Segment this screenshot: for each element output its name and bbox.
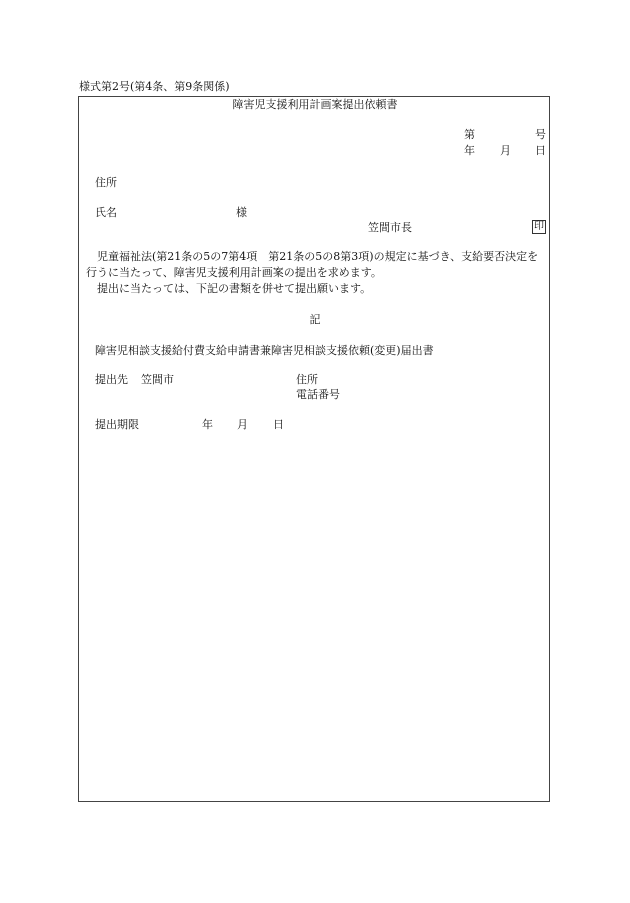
body-paragraph-1: 児童福祉法(第21条の5の7第4項 第21条の5の8第3項)の規定に基づき、支給要否決定を行うに当たって、障害児支援利用計画案の提出を求めます。 bbox=[86, 250, 539, 279]
deadline-label: 提出期限 bbox=[95, 418, 139, 431]
document-title: 障害児支援利用計画案提出依頼書 bbox=[232, 98, 398, 111]
honorific-sama: 様 bbox=[236, 206, 247, 219]
seal-stamp: 印 bbox=[534, 221, 544, 232]
deadline-month: 月 bbox=[237, 418, 248, 431]
date-year: 年 bbox=[464, 144, 475, 157]
submit-address-label: 住所 bbox=[296, 373, 318, 386]
submit-to-label: 提出先 bbox=[95, 373, 128, 386]
date-month: 月 bbox=[500, 144, 511, 157]
issuer-title: 笠間市長 bbox=[368, 221, 412, 234]
date-day: 日 bbox=[535, 144, 546, 157]
name-label: 氏名 bbox=[95, 206, 117, 219]
submit-phone-label: 電話番号 bbox=[296, 388, 340, 401]
deadline-year: 年 bbox=[202, 418, 213, 431]
number-dai: 第 bbox=[464, 128, 475, 141]
address-label: 住所 bbox=[95, 176, 117, 189]
number-go: 号 bbox=[535, 128, 546, 141]
submit-to-value: 笠間市 bbox=[141, 373, 174, 386]
document-name: 障害児相談支援給付費支給申請書兼障害児相談支援依頼(変更)届出書 bbox=[95, 344, 434, 357]
form-frame bbox=[78, 96, 550, 802]
form-number-label: 様式第2号(第4条、第9条関係) bbox=[79, 80, 230, 93]
deadline-day: 日 bbox=[273, 418, 284, 431]
ki-heading: 記 bbox=[309, 313, 321, 326]
body-paragraph-2: 提出に当たっては、下記の書類を併せて提出願います。 bbox=[97, 282, 372, 295]
